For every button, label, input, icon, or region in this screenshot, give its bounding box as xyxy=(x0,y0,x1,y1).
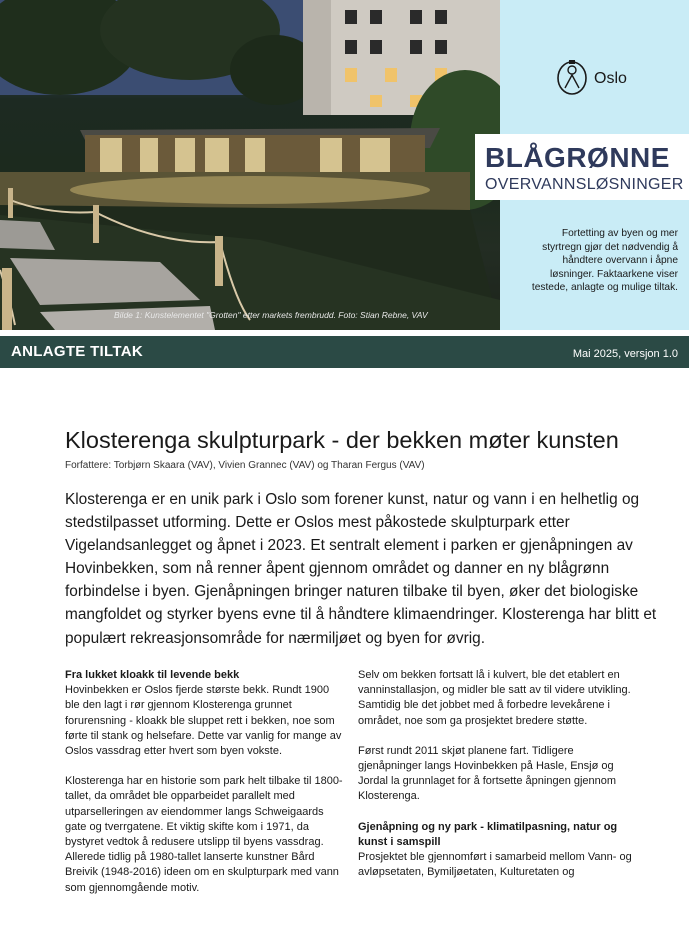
version-date: Mai 2025, versjon 1.0 xyxy=(572,348,678,360)
park-photo-illustration xyxy=(0,0,500,330)
section-heading: Gjenåpning og ny park - klimatilpasning, natur og kunst i samspill xyxy=(358,820,618,848)
column-right xyxy=(358,668,636,895)
series-subtitle: OVERVANNSLØSNINGER xyxy=(485,176,684,193)
header-photo xyxy=(0,0,500,330)
paragraph: Hovinbekken er Oslos fjerde største bekk. Rundt 1900 ble den lagt i rør gjennom Klosterenga grunnet forurensning - kloakk ble sluppet rett i bekken, noe som førte til stank og helsefare. Dette var vanlig for mange av Oslos vassdrag etter hvert som byen vokste. xyxy=(65,684,342,758)
paragraph: Først rundt 2011 skjøt planene fart. Tidligere gjenåpninger langs Hovinbekken på Hasle, Ensjø og Jordal la grunnlaget for å fortsette åpningen gjennom Klosterenga. xyxy=(358,744,617,803)
article-authors: Forfattere: Torbjørn Skaara (VAV), Vivien Grannec (VAV) og Tharan Fergus (VAV) xyxy=(65,460,425,471)
series-intro: Fortetting av byen og mer styrtregn gjør det nødvendig å håndtere overvann i åpne løsninger. Faktaarkene viser testede, anlagte og mulige tiltak. xyxy=(531,228,678,293)
article-title: Klosterenga skulpturpark - der bekken møter kunsten xyxy=(65,427,619,453)
section-heading: Fra lukket kloakk til levende bekk xyxy=(65,669,240,681)
series-title: BLÅGRØNNE xyxy=(485,142,670,173)
category-label: ANLAGTE TILTAK xyxy=(11,343,143,360)
paragraph: Klosterenga har en historie som park helt tilbake til 1800-tallet, da området ble opparbeidet parallelt med utparselleringen av eiendommer langs Schweigaards gate og tverrgatene. Et viktig skifte kom i 1971, da bystyret vedtok å redusere utslipp til byens vassdrag. Allerede tidlig på 1980-tallet lanserte kunstner Bård Breivik (1948-2016) ideen om en skulpturpark med vann som gjennomgående motiv. xyxy=(65,775,343,894)
column-left xyxy=(65,668,343,911)
oslo-logo-text: Oslo xyxy=(594,70,627,87)
oslo-seal-icon xyxy=(556,58,588,96)
photo-caption: Bilde 1: Kunstelementet "Grotten" etter markets frembrudd. Foto: Stian Rebne, VAV xyxy=(114,310,428,320)
paragraph: Selv om bekken fortsatt lå i kulvert, ble det etablert en vanninstallasjon, og midler ble satt av til videre utvikling. Samtidig ble det jobbet med å forbedre levekårene i området, noe som ga prosjektet bredere støtte. xyxy=(358,669,631,727)
article-lead: Klosterenga er en unik park i Oslo som forener kunst, natur og vann i en helhetlig og stedstilpasset utforming. Dette er Oslos mest påkostede skulpturpark etter Vigelandsanlegget og åpnet i 2023. Et sentralt element i parken er gjenåpningen av Hovinbekken, som nå renner åpent gjennom området og danner en ny blågrønn forbindelse i byen. Gjenåpningen bringer naturen tilbake til byen, øker det biologiske mangfoldet og styrker byens evne til å håndtere klimaendringer. Klosterenga har blitt et populært rekreasjonsområde for nærmiljøet og byen for øvrig. xyxy=(65,491,657,647)
paragraph: Prosjektet ble gjennomført i samarbeid mellom Vann- og avløpsetaten, Bymiljøetaten, Kulturetaten og xyxy=(358,851,632,879)
